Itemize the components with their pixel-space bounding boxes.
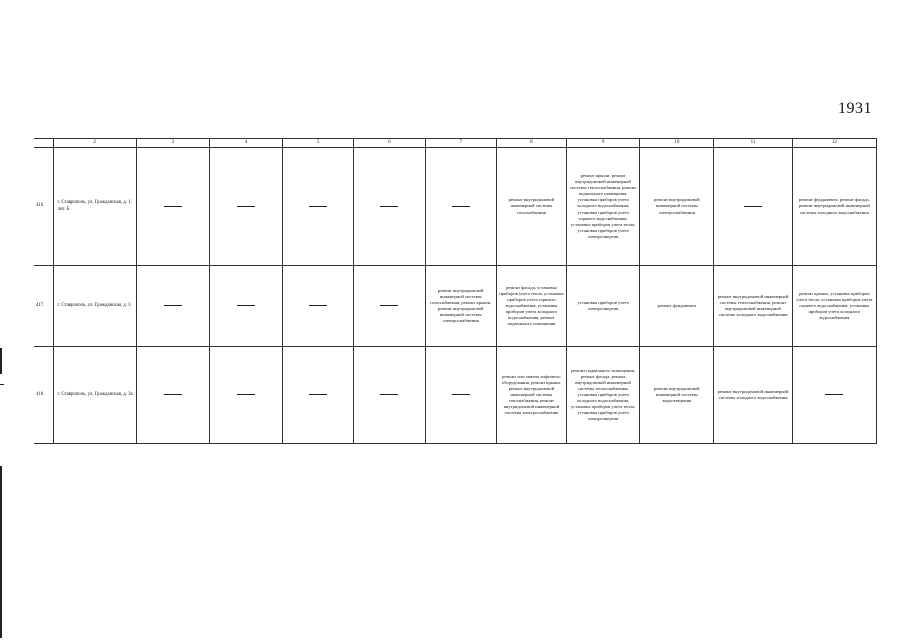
empty-dash — [380, 206, 398, 207]
header-cell: 8 — [496, 139, 566, 148]
row-number: 416. — [34, 148, 53, 266]
repair-schedule-table — [34, 138, 877, 444]
empty-dash — [825, 394, 843, 395]
table-cell: ремонт фундамента — [640, 266, 714, 347]
table-header-row — [34, 139, 877, 148]
scan-margin-mark — [0, 348, 2, 374]
table-cell — [136, 347, 209, 444]
table-cell — [354, 347, 425, 444]
scan-margin-tick — [0, 384, 4, 385]
table-cell — [209, 347, 282, 444]
table-cell — [714, 148, 792, 266]
table-cell — [283, 347, 354, 444]
empty-dash — [744, 206, 762, 207]
table-cell — [283, 148, 354, 266]
table-cell — [354, 148, 425, 266]
empty-dash — [309, 305, 327, 306]
header-cell: 6 — [354, 139, 425, 148]
table-cell: ремонт фасада, установка приборов учета тепла, установка приборов учета горячего водоснабжения, установка приборов учета холодного водоснабжения, ремонт подвального помещения — [496, 266, 566, 347]
row-address: г. Ставрополь, ул. Гражданская, д. 3а — [53, 347, 136, 444]
header-cell: 11 — [714, 139, 792, 148]
table-cell — [136, 266, 209, 347]
empty-dash — [237, 394, 255, 395]
scan-margin-mark — [0, 466, 2, 638]
header-cell: 4 — [209, 139, 282, 148]
table-row — [34, 347, 877, 444]
header-cell: 10 — [640, 139, 714, 148]
row-address: г. Ставрополь, ул. Гражданская, д. 3 — [53, 266, 136, 347]
table-cell — [209, 148, 282, 266]
header-cell: 3 — [136, 139, 209, 148]
table-cell — [283, 266, 354, 347]
table-cell — [209, 266, 282, 347]
table-row — [34, 266, 877, 347]
empty-dash — [309, 206, 327, 207]
table-cell: ремонт крыши, установка приборов учета тепла, установка приборов учета горячего водоснабжения, установка приборов учета холодного водоснабжения — [792, 266, 876, 347]
table-cell — [792, 347, 876, 444]
header-cell: 2 — [53, 139, 136, 148]
row-number: 417. — [34, 266, 53, 347]
empty-dash — [380, 394, 398, 395]
empty-dash — [164, 394, 182, 395]
empty-dash — [237, 206, 255, 207]
header-cell: 5 — [283, 139, 354, 148]
table-cell: ремонт фундамента, ремонт фасада, ремонт внутридомовой инженерной системы холодного водоснабжения — [792, 148, 876, 266]
table-cell: ремонт внутридомовой инженерной системы водоотведения — [640, 347, 714, 444]
table-cell: ремонт внутридомовой инженерной системы газоснабжения — [496, 148, 566, 266]
table-cell: ремонт внутридомовой инженерной системы теплоснабжения, ремонт внутридомовой инженерной системы холодного водоснабжения — [714, 266, 792, 347]
empty-dash — [164, 206, 182, 207]
table-cell: ремонт внутридомовой инженерной системы холодного водоснабжения — [714, 347, 792, 444]
table-cell: установка приборов учета электроэнергии — [567, 266, 640, 347]
table-cell — [136, 148, 209, 266]
table-cell: ремонт внутридомовой инженерной системы электроснабжения — [640, 148, 714, 266]
table-cell — [354, 266, 425, 347]
table-cell: ремонт подвального помещения, ремонт фасада, ремонт внутридомовой инженерной системы теплоснабжения, установка приборов учета холодного водоснабжения, установка приборов учета тепла, установка приборов учета электроэнергии — [567, 347, 640, 444]
table-cell — [425, 148, 496, 266]
table-cell — [425, 347, 496, 444]
empty-dash — [380, 305, 398, 306]
page-number: 1931 — [838, 100, 872, 117]
table-cell: ремонт внутридомовой инженерной системы газоснабжения, ремонт крыши, ремонт внутридомовой инженерной системы электроснабжения — [425, 266, 496, 347]
header-cell: 7 — [425, 139, 496, 148]
empty-dash — [237, 305, 255, 306]
table-cell: ремонт крыши, ремонт внутридомовой инженерной системы теплоснабжения, ремонт подвального помещения, установка приборов учета холодного водоснабжения, установка приборов учета горячего водоснабжения, установка приборов учета тепла, установка приборов учета электроэнергии — [567, 148, 640, 266]
empty-dash — [452, 394, 470, 395]
row-address: г. Ставрополь, ул. Гражданская, д. 1, лит. Б — [53, 148, 136, 266]
header-cell: 12 — [792, 139, 876, 148]
header-cell: 9 — [567, 139, 640, 148]
header-cell — [34, 139, 53, 148]
row-number: 418. — [34, 347, 53, 444]
empty-dash — [452, 206, 470, 207]
table-row — [34, 148, 877, 266]
empty-dash — [309, 394, 327, 395]
empty-dash — [164, 305, 182, 306]
table-cell: ремонт или замена лифтового оборудования, ремонт крыши, ремонт внутридомовой инженерной системы газоснабжения, ремонт внутридомовой инженерной системы электроснабжения — [496, 347, 566, 444]
